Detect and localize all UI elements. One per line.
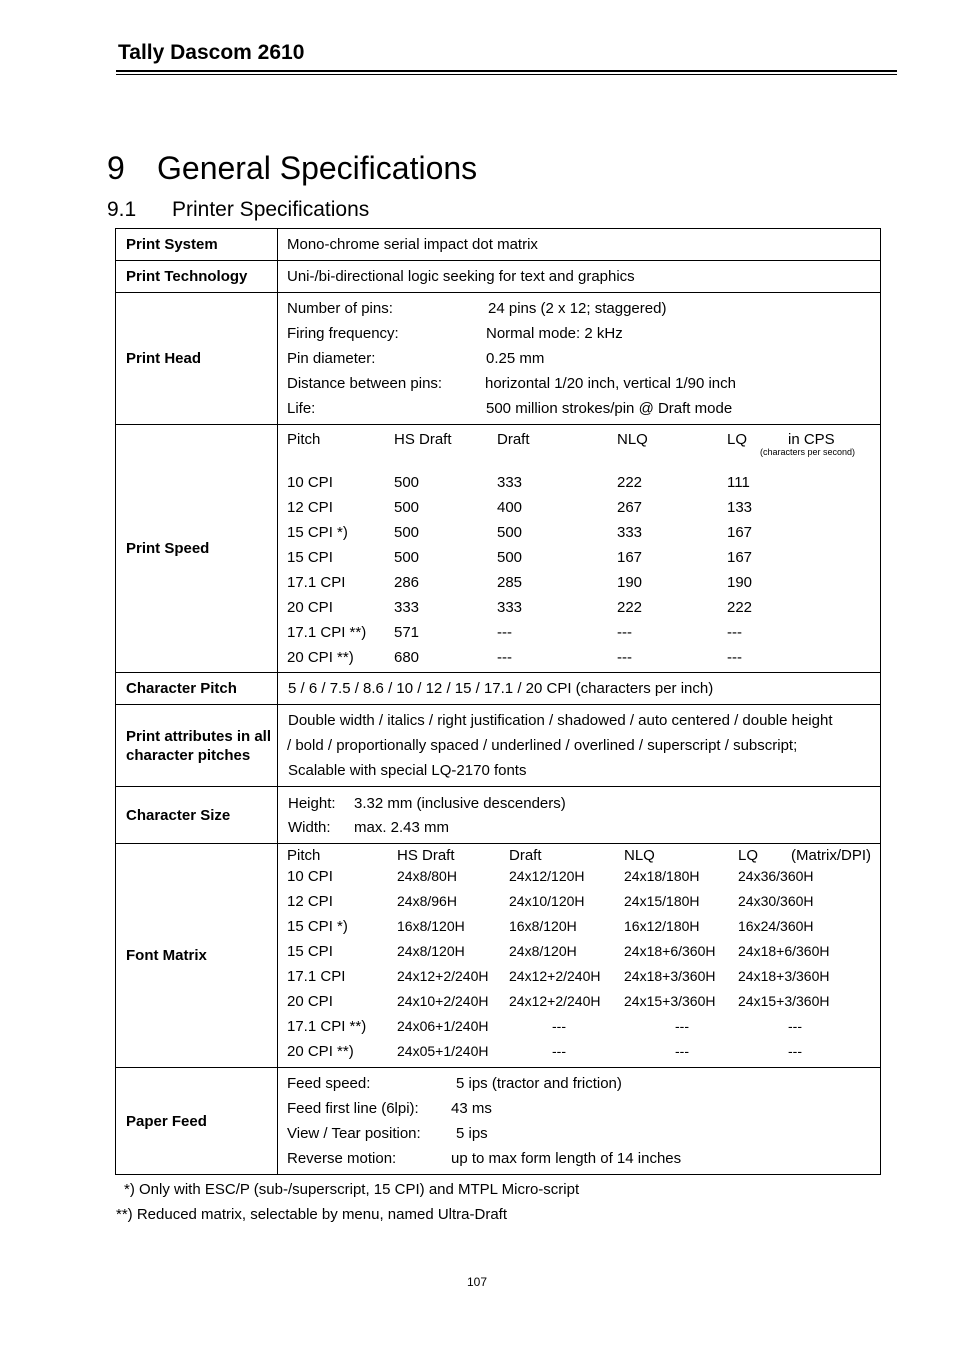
- font-matrix-cell: 12 CPI: [287, 893, 333, 910]
- font-matrix-cell: 24x12/120H: [509, 868, 585, 884]
- font-matrix-cell: 24x05+1/240H: [397, 1043, 489, 1059]
- print-speed-cell: 500: [394, 549, 420, 566]
- paper-feed-row: [287, 1071, 880, 1096]
- spec-row-print-speed: [116, 425, 881, 673]
- print-speed-cell: 500: [394, 499, 420, 516]
- spec-value: [278, 425, 881, 673]
- print-speed-cell: 571: [394, 624, 420, 641]
- font-matrix-cell: 24x15+3/360H: [624, 993, 716, 1009]
- font-matrix-cell: 24x12+2/240H: [509, 993, 601, 1009]
- font-matrix-cell: 15 CPI *): [287, 918, 348, 935]
- chapter-number: 9: [107, 150, 125, 186]
- print-attributes-line: Double width / italics / right justification / shadowed / auto centered / double height: [288, 712, 833, 729]
- header-rule: [116, 70, 897, 72]
- spec-label: Font Matrix: [116, 844, 278, 1068]
- print-speed-cell: 167: [727, 524, 753, 541]
- print-speed-cell: 15 CPI: [287, 549, 333, 566]
- print-speed-cell: ---: [727, 649, 742, 666]
- paper-feed-value: 5 ips: [456, 1125, 488, 1142]
- font-matrix-cell: 24x15+3/360H: [738, 993, 830, 1009]
- font-matrix-header-cell: Draft: [509, 847, 542, 864]
- font-matrix-cell: 24x18+3/360H: [624, 968, 716, 984]
- character-size-value: 3.32 mm (inclusive descenders): [354, 794, 566, 812]
- font-matrix-cell: 24x36/360H: [738, 868, 814, 884]
- print-speed-cell: 167: [617, 549, 643, 566]
- spec-value: [278, 844, 881, 1068]
- spec-value: [278, 705, 881, 787]
- spec-value: [278, 1068, 881, 1175]
- font-matrix-cell: 24x8/80H: [397, 868, 457, 884]
- font-matrix-cell: 15 CPI: [287, 943, 333, 960]
- print-speed-cell: 333: [617, 524, 643, 541]
- print-speed-row: [287, 595, 880, 620]
- print-speed-cell: 500: [394, 524, 420, 541]
- print-head-value: 24 pins (2 x 12; staggered): [488, 300, 667, 317]
- print-attributes-line: Scalable with special LQ-2170 fonts: [288, 762, 527, 779]
- paper-feed-key: View / Tear position:: [287, 1125, 421, 1142]
- paper-feed-value: 43 ms: [451, 1100, 492, 1117]
- font-matrix-cell: ---: [675, 1018, 689, 1034]
- print-speed-header-cell: NLQ: [617, 431, 648, 448]
- page-number: 107: [466, 1275, 488, 1289]
- print-head-value: Normal mode: 2 kHz: [486, 325, 623, 342]
- font-matrix-row: [287, 939, 880, 964]
- font-matrix-header-cell: HS Draft: [397, 847, 455, 864]
- spec-row-character-pitch: [116, 673, 881, 705]
- font-matrix-row: [287, 964, 880, 989]
- print-speed-cell: 680: [394, 649, 420, 666]
- paper-feed-key: Feed first line (6lpi):: [287, 1100, 419, 1117]
- paper-feed-value: up to max form length of 14 inches: [451, 1150, 682, 1167]
- character-size-row: [288, 815, 880, 840]
- document-header-title: Tally Dascom 2610: [118, 41, 305, 64]
- font-matrix-cell: 16x8/120H: [509, 918, 577, 934]
- section-heading: [107, 198, 369, 222]
- font-matrix-cell: ---: [552, 1043, 566, 1059]
- section-number: 9.1: [107, 198, 137, 221]
- print-speed-row: [287, 545, 880, 570]
- font-matrix-header-row: [287, 847, 880, 864]
- print-speed-cell: 133: [727, 499, 753, 516]
- print-speed-cell: 286: [394, 574, 420, 591]
- print-speed-cell: 190: [727, 574, 753, 591]
- spec-row-print-head: [116, 293, 881, 425]
- font-matrix-cell: ---: [675, 1043, 689, 1059]
- print-head-row: [287, 346, 880, 371]
- footnote-double-asterisk: **) Reduced matrix, selectable by menu, named Ultra-Draft: [116, 1206, 507, 1223]
- print-speed-cell: 10 CPI: [287, 474, 333, 491]
- print-speed-cell: 500: [394, 474, 420, 491]
- print-speed-cell: 333: [497, 599, 523, 616]
- spec-value: Mono-chrome serial impact dot matrix: [278, 229, 881, 261]
- print-speed-row: [287, 470, 880, 495]
- print-speed-header-cell: in CPS: [788, 431, 835, 448]
- chapter-title: General Specifications: [157, 150, 478, 186]
- print-speed-cell: 500: [497, 524, 523, 541]
- print-speed-header-cell: Draft: [497, 431, 530, 448]
- print-speed-cell: 20 CPI **): [287, 649, 354, 666]
- character-size-row: [288, 791, 880, 815]
- print-speed-cell: 17.1 CPI **): [287, 624, 367, 641]
- font-matrix-row: [287, 889, 880, 914]
- print-speed-cell: 111: [727, 474, 750, 491]
- font-matrix-cell: 17.1 CPI **): [287, 1018, 367, 1035]
- print-speed-cell: 285: [497, 574, 523, 591]
- print-head-row: [287, 321, 880, 346]
- font-matrix-cell: 10 CPI: [287, 868, 333, 885]
- font-matrix-cell: 24x18+6/360H: [738, 943, 830, 959]
- print-attributes-line: / bold / proportionally spaced / underlined / overlined / superscript / subscript;: [287, 737, 798, 754]
- print-speed-cell: 20 CPI: [287, 599, 333, 616]
- spec-value: [278, 787, 881, 844]
- font-matrix-header-cell: NLQ: [624, 847, 655, 864]
- print-speed-cell: 12 CPI: [287, 499, 333, 516]
- print-speed-cell: 190: [617, 574, 643, 591]
- font-matrix-cell: ---: [788, 1043, 802, 1059]
- printer-specifications-table: [115, 228, 881, 1175]
- font-matrix-row: [287, 914, 880, 939]
- spec-label: Print attributes in all character pitches: [116, 705, 278, 787]
- spec-label: Character Size: [116, 787, 278, 844]
- print-speed-cell: ---: [617, 624, 632, 641]
- print-head-key: Life:: [287, 400, 316, 417]
- font-matrix-cell: ---: [788, 1018, 802, 1034]
- font-matrix-cell: 24x10+2/240H: [397, 993, 489, 1009]
- character-size-key: Width:: [288, 818, 331, 836]
- font-matrix-cell: ---: [552, 1018, 566, 1034]
- print-speed-row: [287, 570, 880, 595]
- font-matrix-cell: 24x8/96H: [397, 893, 457, 909]
- font-matrix-header-cell: LQ: [738, 847, 759, 864]
- spec-label: Paper Feed: [116, 1068, 278, 1175]
- font-matrix-row: [287, 1039, 880, 1064]
- print-speed-cell: 500: [497, 549, 523, 566]
- font-matrix-header-cell: (Matrix/DPI): [791, 847, 871, 864]
- font-matrix-cell: 17.1 CPI: [287, 968, 346, 985]
- print-speed-cell: 167: [727, 549, 753, 566]
- font-matrix-cell: 24x8/120H: [509, 943, 577, 959]
- font-matrix-cell: 20 CPI **): [287, 1043, 354, 1060]
- font-matrix-cell: 16x24/360H: [738, 918, 814, 934]
- spec-row-print-technology: [116, 261, 881, 293]
- print-speed-header-cell: LQ: [727, 431, 748, 448]
- print-head-key: Distance between pins:: [287, 375, 443, 392]
- spec-row-font-matrix: [116, 844, 881, 1068]
- print-speed-cell: 400: [497, 499, 523, 516]
- print-speed-cell: 222: [617, 599, 643, 616]
- print-speed-cell: ---: [617, 649, 632, 666]
- font-matrix-cell: 24x15/180H: [624, 893, 700, 909]
- print-head-key: Firing frequency:: [287, 325, 399, 342]
- character-size-value: max. 2.43 mm: [354, 818, 450, 836]
- print-speed-cell: ---: [497, 649, 512, 666]
- spec-label: Print Technology: [116, 261, 278, 293]
- paper-feed-row: [287, 1096, 880, 1121]
- spec-row-paper-feed: [116, 1068, 881, 1175]
- spec-label: Print Head: [116, 293, 278, 425]
- font-matrix-header-cell: Pitch: [287, 847, 321, 864]
- print-speed-cell: 222: [727, 599, 753, 616]
- print-speed-row: [287, 645, 880, 670]
- font-matrix-row: [287, 1014, 880, 1039]
- print-head-value: 0.25 mm: [486, 350, 545, 367]
- font-matrix-row: [287, 989, 880, 1014]
- print-speed-header-cell: HS Draft: [394, 431, 452, 448]
- print-speed-row: [287, 495, 880, 520]
- paper-feed-row: [287, 1121, 880, 1146]
- chapter-heading: [107, 150, 477, 187]
- paper-feed-row: [287, 1146, 880, 1171]
- spec-label: Character Pitch: [116, 673, 278, 705]
- font-matrix-cell: 24x18+6/360H: [624, 943, 716, 959]
- character-size-key: Height:: [288, 794, 336, 812]
- spec-row-print-system: [116, 229, 881, 261]
- print-speed-row: [287, 620, 880, 645]
- font-matrix-cell: 16x8/120H: [397, 918, 465, 934]
- paper-feed-key: Reverse motion:: [287, 1150, 397, 1167]
- font-matrix-cell: 24x12+2/240H: [397, 968, 489, 984]
- font-matrix-row: [287, 864, 880, 889]
- spec-value: Uni-/bi-directional logic seeking for text and graphics: [278, 261, 881, 293]
- paper-feed-key: Feed speed:: [287, 1075, 371, 1092]
- print-head-row: [287, 296, 880, 321]
- section-title: Printer Specifications: [172, 198, 370, 221]
- print-speed-cell: ---: [497, 624, 512, 641]
- print-speed-cell: 333: [394, 599, 420, 616]
- font-matrix-cell: 24x12+2/240H: [509, 968, 601, 984]
- font-matrix-cell: 24x18/180H: [624, 868, 700, 884]
- print-speed-row: [287, 520, 880, 545]
- print-speed-cell: 15 CPI *): [287, 524, 348, 541]
- font-matrix-cell: 24x10/120H: [509, 893, 585, 909]
- print-speed-cell: 267: [617, 499, 643, 516]
- spec-label: Print System: [116, 229, 278, 261]
- font-matrix-cell: 24x30/360H: [738, 893, 814, 909]
- print-speed-cell: 222: [617, 474, 643, 491]
- print-speed-cell: ---: [727, 624, 742, 641]
- print-head-key: Number of pins:: [287, 300, 393, 317]
- cps-note: (characters per second): [760, 447, 856, 457]
- print-speed-cell: 17.1 CPI: [287, 574, 346, 591]
- paper-feed-value: 5 ips (tractor and friction): [456, 1075, 622, 1092]
- print-head-row: [287, 371, 880, 396]
- font-matrix-cell: 16x12/180H: [624, 918, 700, 934]
- spec-value: 5 / 6 / 7.5 / 8.6 / 10 / 12 / 15 / 17.1 / 20 CPI (characters per inch): [278, 673, 881, 705]
- font-matrix-cell: 20 CPI: [287, 993, 333, 1010]
- print-head-key: Pin diameter:: [287, 350, 376, 367]
- spec-label: Print Speed: [116, 425, 278, 673]
- font-matrix-cell: 24x18+3/360H: [738, 968, 830, 984]
- spec-row-print-attributes: [116, 705, 881, 787]
- spec-value: [278, 293, 881, 425]
- font-matrix-cell: 24x06+1/240H: [397, 1018, 489, 1034]
- header-rule-thin: [116, 74, 897, 75]
- print-speed-header-cell: Pitch: [287, 431, 321, 448]
- font-matrix-cell: 24x8/120H: [397, 943, 465, 959]
- print-head-value: 500 million strokes/pin @ Draft mode: [486, 400, 733, 417]
- print-speed-cell: 333: [497, 474, 523, 491]
- print-head-value: horizontal 1/20 inch, vertical 1/90 inch: [485, 375, 736, 392]
- spec-row-character-size: [116, 787, 881, 844]
- footnote-single-asterisk: *) Only with ESC/P (sub-/superscript, 15 CPI) and MTPL Micro-script: [124, 1181, 580, 1198]
- print-head-row: [287, 396, 880, 421]
